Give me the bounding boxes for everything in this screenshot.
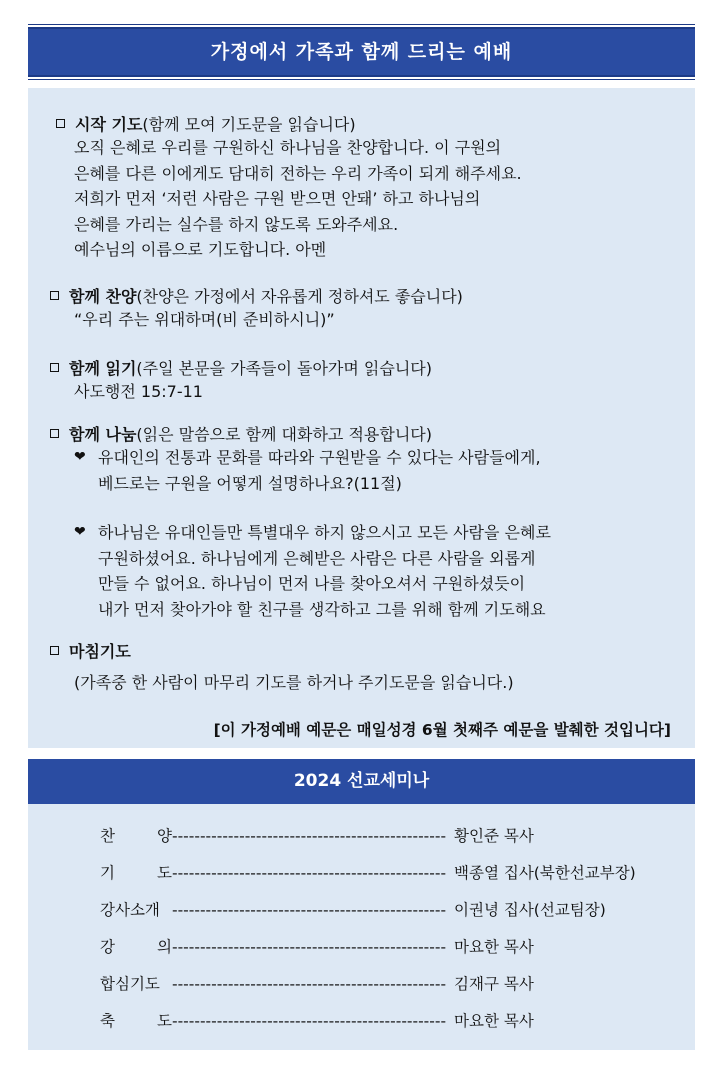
program-role: 찬 양 [100, 827, 172, 845]
program-person: 이권녕 집사(선교팀장) [454, 901, 606, 919]
program-row [100, 934, 670, 960]
section-heading: 마침기도 [69, 641, 131, 661]
text-line: 예수님의 이름으로 기도합니다. 아멘 [74, 240, 327, 259]
leader-dots: ------------------------------------------------- [172, 975, 447, 993]
section-praise [50, 283, 690, 333]
section-subtitle: (주일 본문을 가족들이 돌아가며 읽습니다) [136, 358, 432, 378]
leader-dots: ------------------------------------------------- [172, 901, 447, 919]
program-role: 강사소개 [100, 901, 160, 919]
heart-icon: ❤ [74, 449, 86, 465]
section-opening-prayer [50, 111, 690, 263]
section-heading: 함께 찬양 [69, 286, 137, 306]
program-person: 황인준 목사 [454, 827, 534, 845]
program-person: 백종열 집사(북한선교부장) [454, 864, 636, 882]
text-line: 오직 은혜로 우리를 구원하신 하나님을 찬양합니다. 이 구원의 [74, 138, 502, 157]
program-row [100, 860, 670, 886]
text-line: 은혜를 다른 이에게도 담대히 전하는 우리 가족이 되게 해주세요. [74, 163, 522, 183]
heart-icon: ❤ [74, 524, 86, 540]
checkbox-icon [56, 119, 65, 128]
leader-dots: ------------------------------------------------- [172, 938, 447, 956]
program-person: 김재구 목사 [454, 975, 534, 993]
program-role: 기 도 [100, 864, 172, 882]
program-role: 합심기도 [100, 975, 160, 993]
section-heading: 함께 읽기 [69, 358, 137, 378]
program-role: 강 의 [100, 938, 172, 956]
text-line: 내가 먼저 찾아가야 할 친구를 생각하고 그를 위해 함께 기도해요 [98, 599, 546, 619]
program-role: 축 도 [100, 1012, 172, 1030]
section-heading: 함께 나눔 [69, 424, 137, 444]
text-line: 저희가 먼저 ‘저런 사람은 구원 받으면 안돼’ 하고 하나님의 [74, 189, 481, 208]
checkbox-icon [50, 429, 59, 438]
section-subtitle: (찬양은 가정에서 자유롭게 정하셔도 좋습니다) [136, 286, 463, 306]
checkbox-icon [50, 291, 59, 300]
discussion-item [74, 520, 690, 622]
section-subtitle: (함께 모여 기도문을 읽습니다) [142, 114, 356, 134]
text-line: 유대인의 전통과 문화를 따라와 구원받을 수 있다는 사람들에게, [98, 448, 541, 467]
page-title: 가정에서 가족과 함께 드리는 예배 [28, 27, 695, 77]
section-subtitle: (읽은 말씀으로 함께 대화하고 적용합니다) [136, 424, 432, 444]
source-note: [이 가정예배 예문은 매일성경 6월 첫째주 예문을 발췌한 것입니다] [213, 721, 671, 739]
checkbox-icon [50, 363, 59, 372]
section-heading: 시작 기도 [75, 114, 143, 134]
section-sharing [50, 421, 690, 622]
program-row [100, 823, 670, 849]
discussion-item [74, 445, 690, 496]
text-line: 만들 수 없어요. 하나님이 먼저 나를 찾아오셔서 구원하셨듯이 [98, 574, 526, 593]
program-person: 마요한 목사 [454, 938, 534, 956]
checkbox-icon [50, 646, 59, 655]
program-row [100, 1008, 670, 1034]
program-row [100, 971, 670, 997]
text-line: 은혜를 가리는 실수를 하지 않도록 도와주세요. [74, 214, 399, 234]
section-reading [50, 355, 690, 405]
leader-dots: ------------------------------------------------- [172, 827, 447, 845]
leader-dots: ------------------------------------------------- [172, 864, 447, 882]
text-line: (가족중 한 사람이 마무리 기도를 하거나 주기도문을 읽습니다.) [74, 673, 514, 692]
seminar-title: 2024 선교세미나 [28, 759, 695, 804]
text-line: 하나님은 유대인들만 특별대우 하지 않으시고 모든 사람을 은혜로 [98, 523, 551, 542]
text-line: 구원하셨어요. 하나님에게 은혜받은 사람은 다른 사람을 외롭게 [98, 548, 536, 568]
text-line: 사도행전 15:7-11 [74, 382, 203, 401]
program-row [100, 897, 670, 923]
leader-dots: ------------------------------------------------- [172, 1012, 447, 1030]
text-line: 베드로는 구원을 어떻게 설명하나요?(11절) [98, 473, 402, 493]
section-closing-prayer [50, 638, 690, 696]
program-person: 마요한 목사 [454, 1012, 534, 1030]
text-line: “우리 주는 위대하며(비 준비하시니)” [74, 310, 335, 329]
